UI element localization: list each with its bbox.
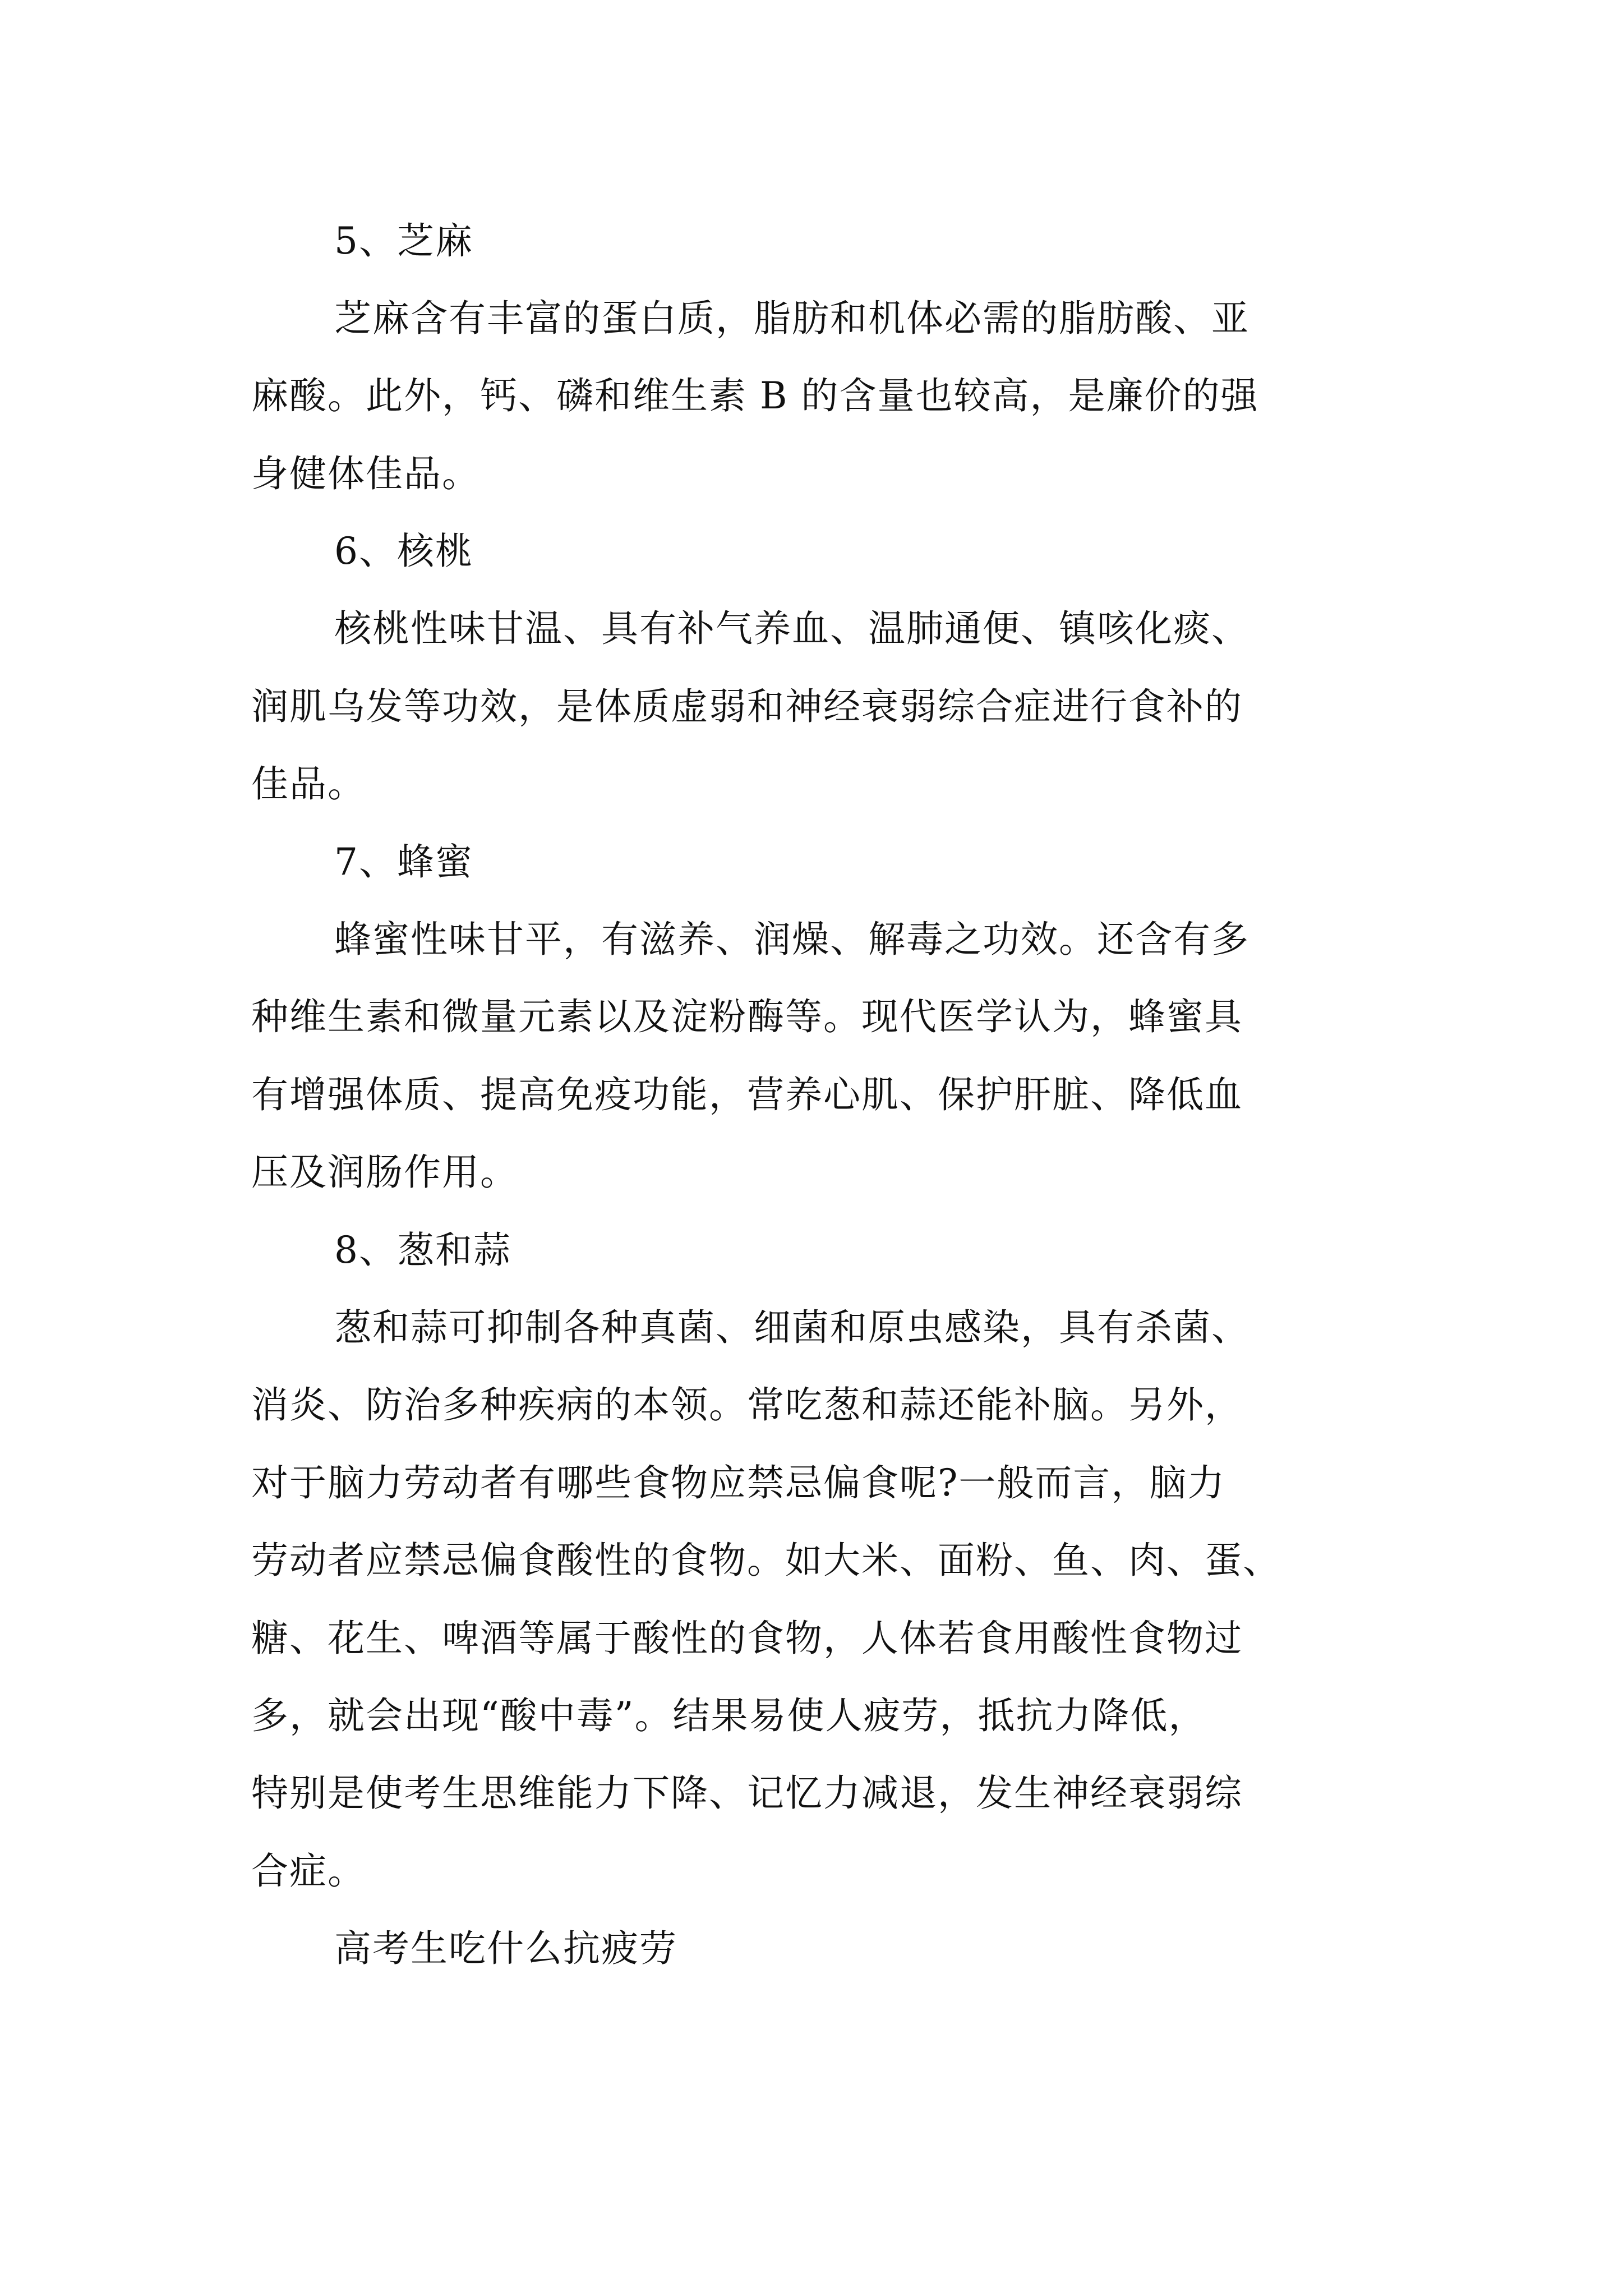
heading-onion-garlic: 8、葱和蒜	[334, 1228, 511, 1272]
paragraph-line: 佳品。	[251, 762, 366, 806]
paragraph-line: 对于脑力劳动者有哪些食物应禁忌偏食呢?一般而言，脑力	[251, 1461, 1226, 1504]
paragraph-line: 特别是使考生思维能力下降、记忆力减退，发生神经衰弱综	[251, 1772, 1243, 1815]
heading-walnut: 6、核桃	[334, 530, 473, 573]
paragraph-line: 糖、花生、啤酒等属于酸性的食物，人体若食用酸性食物过	[251, 1617, 1243, 1660]
paragraph-line: 蜂蜜性味甘平，有滋养、润燥、解毒之功效。还含有多	[334, 918, 1249, 961]
paragraph-line: 合症。	[251, 1849, 366, 1893]
paragraph-line: 压及润肠作用。	[251, 1151, 518, 1194]
section-heading: 高考生吃什么抗疲劳	[334, 1927, 677, 1970]
paragraph-line: 葱和蒜可抑制各种真菌、细菌和原虫感染，具有杀菌、	[334, 1306, 1249, 1349]
paragraph-line: 消炎、防治多种疾病的本领。常吃葱和蒜还能补脑。另外，	[251, 1383, 1243, 1427]
paragraph-line: 有增强体质、提高免疫功能，营养心肌、保护肝脏、降低血	[251, 1073, 1243, 1116]
heading-honey: 7、蜂蜜	[334, 840, 473, 884]
paragraph-line: 多，就会出现“酸中毒”。结果易使人疲劳，抵抗力降低，	[251, 1694, 1207, 1737]
paragraph-line: 润肌乌发等功效，是体质虚弱和神经衰弱综合症进行食补的	[251, 685, 1243, 728]
heading-sesame: 5、芝麻	[334, 219, 473, 263]
paragraph-line: 劳动者应禁忌偏食酸性的食物。如大米、面粉、鱼、肉、蛋、	[251, 1539, 1281, 1582]
paragraph-line: 芝麻含有丰富的蛋白质，脂肪和机体必需的脂肪酸、亚	[334, 297, 1249, 340]
paragraph-line: 种维生素和微量元素以及淀粉酶等。现代医学认为，蜂蜜具	[251, 995, 1243, 1038]
paragraph-line: 身健体佳品。	[251, 452, 480, 495]
paragraph-line: 核桃性味甘温、具有补气养血、温肺通便、镇咳化痰、	[334, 607, 1249, 650]
paragraph-line: 麻酸。此外，钙、磷和维生素 B 的含量也较高，是廉价的强	[251, 374, 1259, 417]
